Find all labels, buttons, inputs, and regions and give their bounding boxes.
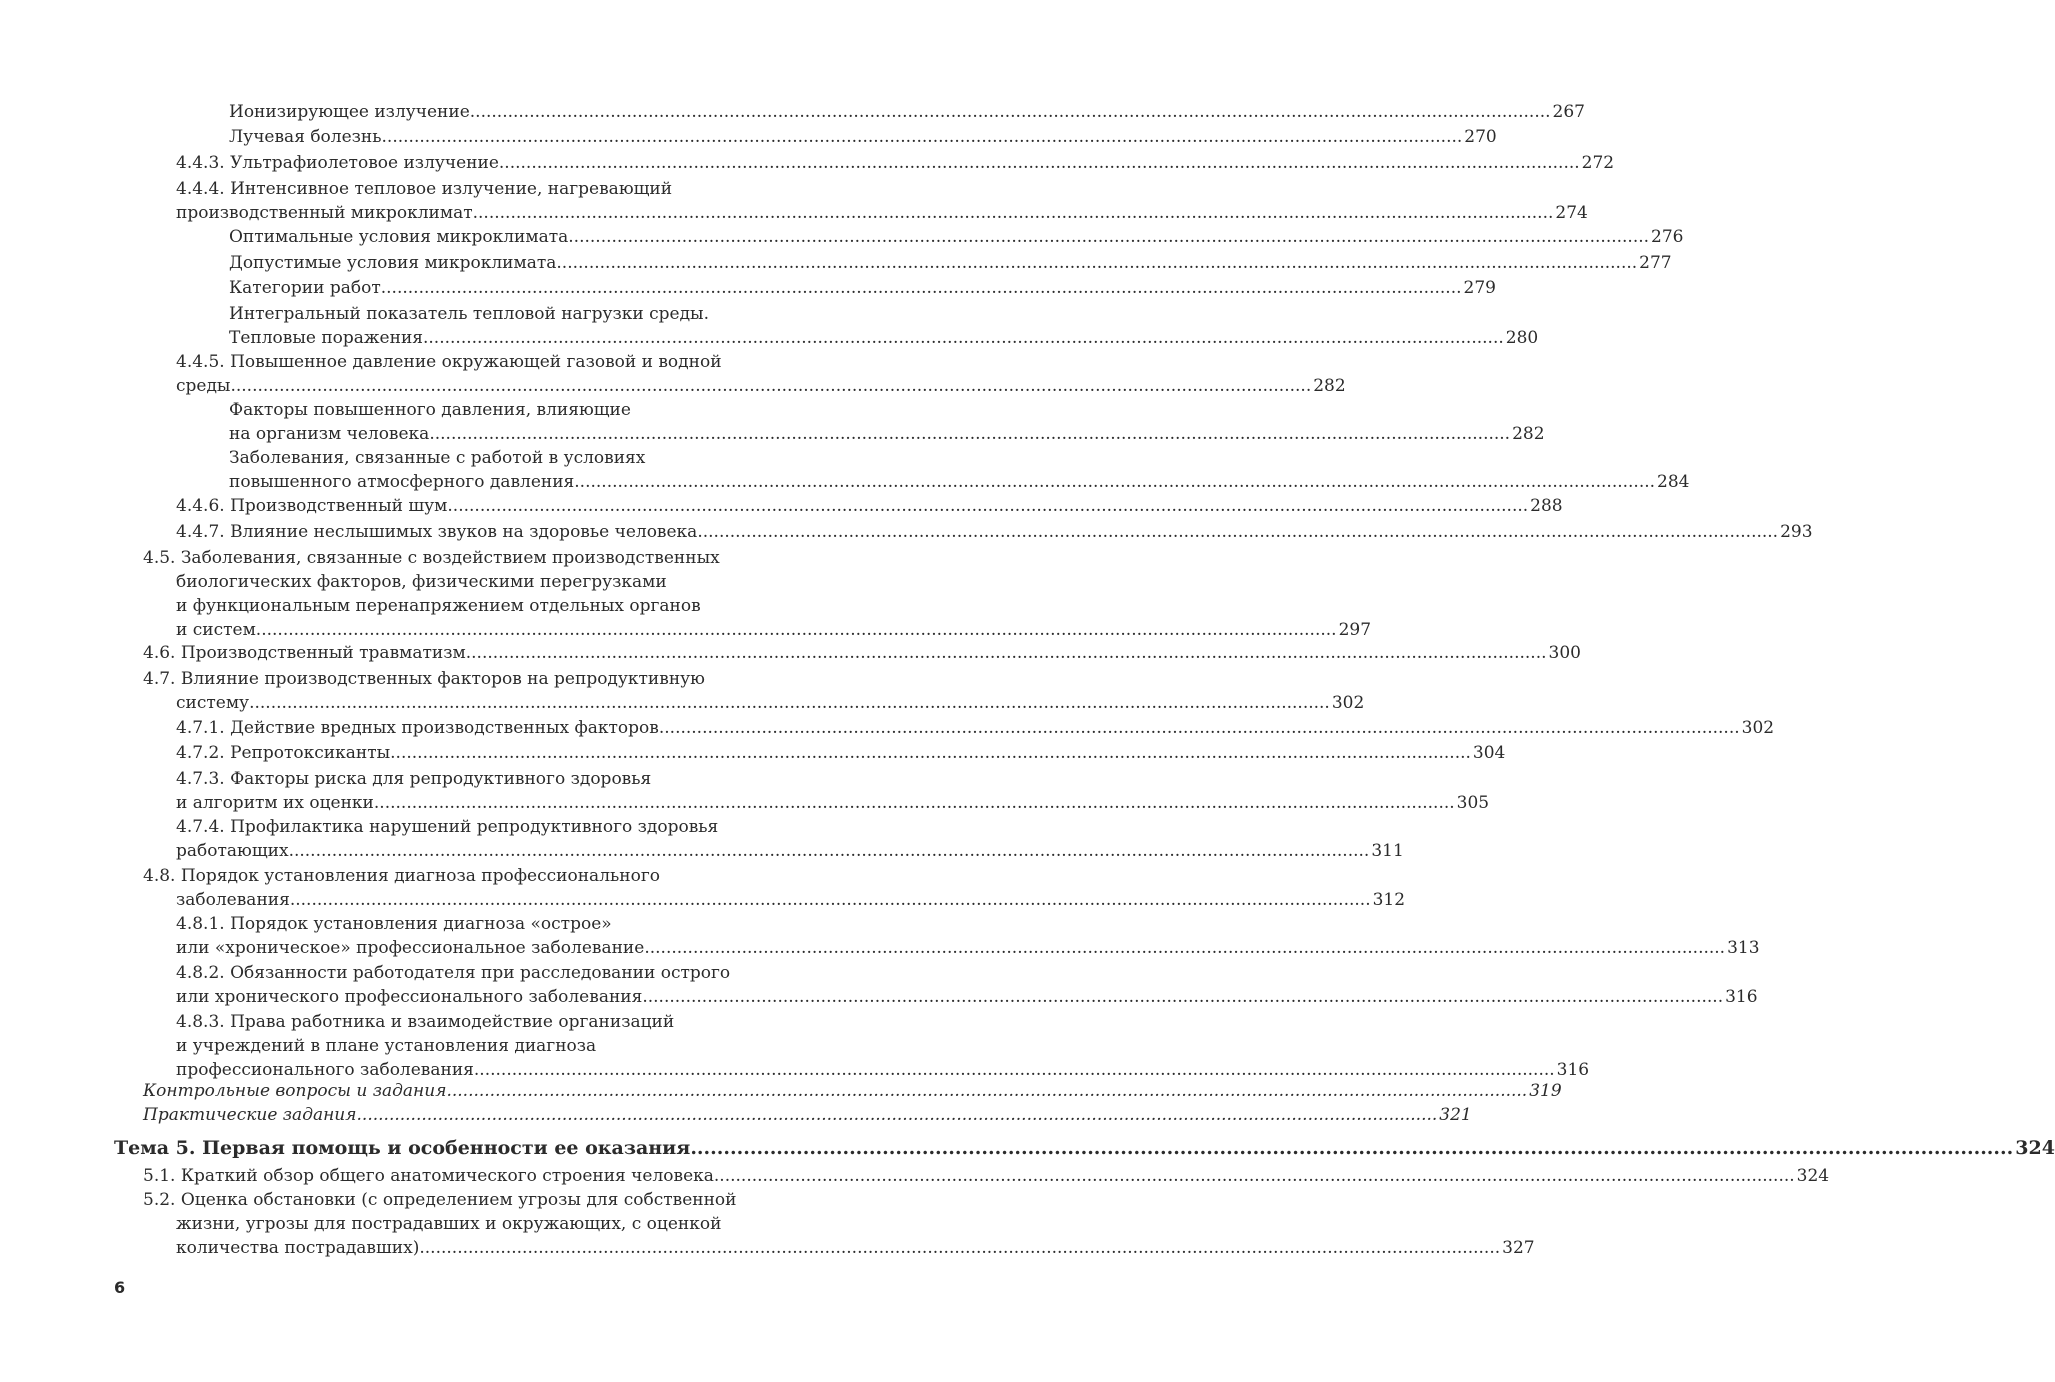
toc-entry-title-line: и систем	[176, 620, 256, 640]
toc-entry-title-line: 4.8.3. Права работника и взаимодействие организаций	[176, 1012, 675, 1032]
toc-entry-title-line: биологических факторов, физическими перегрузками	[176, 572, 667, 592]
toc-entry[interactable]	[143, 864, 1406, 912]
dot-leader	[473, 201, 1554, 225]
toc-entry-page: 324	[1796, 1166, 1830, 1186]
toc-entry-page: 297	[1338, 620, 1372, 640]
toc-entry-title-line: Оптимальные условия микроклимата	[229, 227, 569, 247]
toc-entry-title-line: и функциональным перенапряжением отдельных органов	[176, 596, 701, 616]
toc-entry-page: 304	[1472, 743, 1506, 763]
toc-entry[interactable]	[114, 1134, 2055, 1162]
toc-entry-title-line: Категории работ	[229, 278, 381, 298]
toc-entry-page: 288	[1530, 496, 1563, 516]
toc-entry-title-line: жизни, угрозы для пострадавших и окружающих, с оценкой	[176, 1214, 722, 1234]
toc-entry-page: 302	[1741, 718, 1775, 738]
toc-entry-title-line: 5.2. Оценка обстановки (с определением угрозы для собственной	[143, 1190, 737, 1210]
dot-leader	[446, 1079, 1527, 1103]
dot-leader	[659, 716, 1740, 740]
toc-entry-title-line: Тема 5. Первая помощь и особенности ее оказания	[114, 1137, 691, 1159]
toc-entry-page: 319	[1529, 1081, 1562, 1101]
dot-leader	[290, 888, 1371, 912]
toc-entry-title-line: Практические задания	[143, 1105, 357, 1125]
toc-entry-title-line: Допустимые условия микроклимата	[229, 253, 557, 273]
toc-entry-page: 327	[1502, 1238, 1535, 1258]
dot-leader	[289, 839, 1370, 863]
toc-entry-title-line: Интегральный показатель тепловой нагрузки среды.	[229, 304, 709, 324]
toc-entry-page: 324	[2015, 1137, 2055, 1159]
dot-leader	[374, 791, 1455, 815]
toc-entry-page: 272	[1581, 153, 1615, 173]
toc-entry-title-line: Лучевая болезнь	[229, 127, 382, 147]
toc-entry-title-line: среды	[176, 376, 231, 396]
toc-entry-title-line: 4.4.7. Влияние неслышимых звуков на здоровье человека	[176, 522, 698, 542]
toc-entry[interactable]	[143, 546, 1372, 642]
dot-leader	[466, 641, 1547, 665]
toc-entry[interactable]	[176, 1010, 1590, 1082]
toc-entry-title-line: на организм человека	[229, 424, 430, 444]
toc-entry[interactable]	[229, 398, 1545, 446]
dot-leader	[381, 276, 1462, 300]
toc-entry-page: 321	[1439, 1105, 1472, 1125]
toc-entry[interactable]	[176, 494, 1563, 518]
dot-leader	[419, 1236, 1500, 1260]
dot-leader	[382, 125, 1463, 149]
toc-entry-title-line: 4.6. Производственный травматизм	[143, 643, 466, 663]
toc-entry-title-line: 4.7.4. Профилактика нарушений репродуктивного здоровья	[176, 817, 719, 837]
toc-entry-title-line: и алгоритм их оценки	[176, 793, 374, 813]
dot-leader	[230, 374, 1311, 398]
toc-entry-page: 282	[1313, 376, 1346, 396]
toc-entry[interactable]	[229, 251, 1672, 275]
dot-leader	[499, 151, 1580, 175]
toc-entry-page: 316	[1556, 1060, 1590, 1080]
toc-entry[interactable]	[143, 1103, 1472, 1127]
toc-entry-title-line: 4.7. Влияние производственных факторов на репродуктивную	[143, 669, 705, 689]
toc-entry-title-line: 4.4.6. Производственный шум	[176, 496, 448, 516]
toc-entry[interactable]	[176, 151, 1615, 175]
toc-entry-title-line: производственный микроклимат	[176, 203, 473, 223]
toc-entry-page: 293	[1780, 522, 1813, 542]
toc-entry-title-line: систему	[176, 693, 250, 713]
dot-leader	[690, 1134, 2013, 1162]
toc-entry-title-line: 4.4.5. Повышенное давление окружающей газовой и водной	[176, 352, 722, 372]
dot-leader	[556, 251, 1637, 275]
toc-entry-page: 279	[1463, 278, 1496, 298]
toc-entry[interactable]	[229, 100, 1585, 124]
toc-entry-title-line: 4.5. Заболевания, связанные с воздействием производственных	[143, 548, 720, 568]
toc-entry-title-line: 5.1. Краткий обзор общего анатомического строения человека	[143, 1166, 714, 1186]
toc-entry[interactable]	[176, 177, 1588, 225]
toc-entry-title-line: 4.8. Порядок установления диагноза профессионального	[143, 866, 660, 886]
dot-leader	[714, 1164, 1795, 1188]
dot-leader	[429, 422, 1510, 446]
toc-entry[interactable]	[143, 1164, 1830, 1188]
toc-entry[interactable]	[176, 716, 1775, 740]
toc-entry[interactable]	[176, 961, 1758, 1009]
toc-entry-title-line: повышенного атмосферного давления	[229, 472, 575, 492]
toc-entry[interactable]	[143, 1079, 1562, 1103]
toc-entry[interactable]	[229, 125, 1497, 149]
toc-entry-page: 300	[1548, 643, 1581, 663]
toc-entry[interactable]	[229, 446, 1690, 494]
toc-entry[interactable]	[176, 912, 1760, 960]
dot-leader	[470, 100, 1551, 124]
toc-entry-page: 274	[1555, 203, 1588, 223]
dot-leader	[697, 520, 1778, 544]
toc-entry-title-line: или «хроническое» профессиональное заболевание	[176, 938, 645, 958]
toc-entry-page: 282	[1512, 424, 1545, 444]
toc-entry-title-line: Факторы повышенного давления, влияющие	[229, 400, 631, 420]
toc-entry-title-line: Ионизирующее излучение	[229, 102, 470, 122]
toc-entry-page: 280	[1505, 328, 1539, 348]
dot-leader	[423, 326, 1504, 350]
toc-entry-title-line: Заболевания, связанные с работой в условиях	[229, 448, 646, 468]
toc-entry-page: 311	[1371, 841, 1404, 861]
toc-entry-title-line: 4.7.2. Репротоксиканты	[176, 743, 391, 763]
toc-entry[interactable]	[176, 350, 1346, 398]
dot-leader	[256, 618, 1337, 642]
toc-entry-page: 313	[1727, 938, 1760, 958]
toc-entry-page: 276	[1651, 227, 1684, 247]
toc-entry-page: 312	[1372, 890, 1406, 910]
toc-entry-title-line: 4.8.2. Обязанности работодателя при расследовании острого	[176, 963, 731, 983]
toc-entry[interactable]	[176, 767, 1490, 815]
toc-entry-title-line: заболевания	[176, 890, 290, 910]
toc-entry[interactable]	[229, 225, 1684, 249]
toc-entry-title-line: работающих	[176, 841, 289, 861]
toc-entry[interactable]	[143, 667, 1365, 715]
dot-leader	[357, 1103, 1438, 1127]
toc-entry-title-line: профессионального заболевания	[176, 1060, 474, 1080]
dot-leader	[390, 741, 1471, 765]
toc-entry-page: 277	[1639, 253, 1672, 273]
toc-entry-title-line: 4.8.1. Порядок установления диагноза «острое»	[176, 914, 612, 934]
toc-entry-title-line: или хронического профессионального заболевания	[176, 987, 643, 1007]
toc-entry[interactable]	[229, 302, 1539, 350]
page-number: 6	[114, 1278, 126, 1297]
dot-leader	[249, 691, 1330, 715]
dot-leader	[447, 494, 1528, 518]
toc-entry-title-line: Тепловые поражения	[229, 328, 423, 348]
toc-entry-page: 316	[1725, 987, 1758, 1007]
toc-entry-title-line: 4.7.1. Действие вредных производственных факторов	[176, 718, 659, 738]
toc-entry-page: 284	[1657, 472, 1690, 492]
dot-leader	[568, 225, 1649, 249]
toc-entry-page: 270	[1464, 127, 1497, 147]
dot-leader	[642, 985, 1723, 1009]
dot-leader	[574, 470, 1655, 494]
dot-leader	[644, 936, 1725, 960]
toc-entry[interactable]	[229, 276, 1496, 300]
toc-entry-title-line: 4.4.3. Ультрафиолетовое излучение	[176, 153, 499, 173]
toc-entry[interactable]	[176, 741, 1506, 765]
toc-entry-page: 302	[1331, 693, 1365, 713]
toc-entry-title-line: 4.4.4. Интенсивное тепловое излучение, нагревающий	[176, 179, 673, 199]
toc-entry[interactable]	[143, 641, 1581, 665]
toc-entry-title-line: 4.7.3. Факторы риска для репродуктивного здоровья	[176, 769, 652, 789]
toc-entry[interactable]	[176, 815, 1404, 863]
toc-entry-title-line: количества пострадавших)	[176, 1238, 420, 1258]
toc-entry-title-line: Контрольные вопросы и задания	[143, 1081, 447, 1101]
toc-entry-title-line: и учреждений в плане установления диагноза	[176, 1036, 597, 1056]
toc-entry-page: 305	[1456, 793, 1490, 813]
toc-entry[interactable]	[176, 520, 1813, 544]
toc-entry[interactable]	[143, 1188, 1535, 1260]
toc-entry-page: 267	[1552, 102, 1585, 122]
